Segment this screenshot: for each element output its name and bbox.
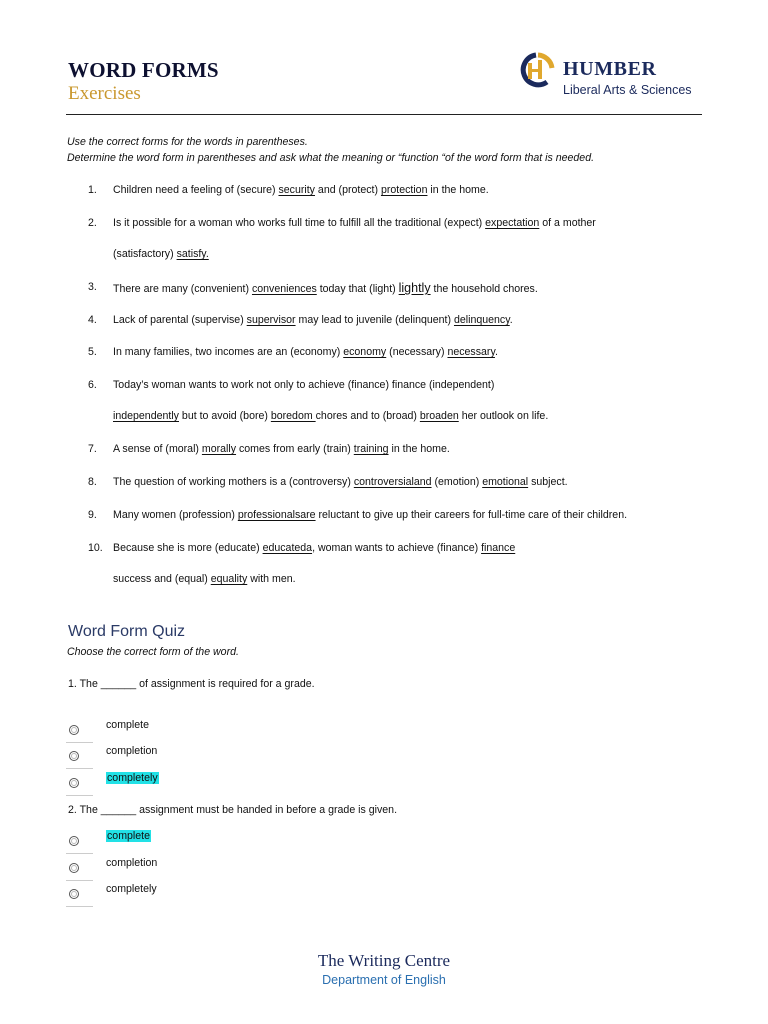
sentence-text: Children need a feeling of (secure) — [113, 184, 279, 196]
sentence-text: in the home. — [427, 184, 489, 196]
sentence-text: Is it possible for a woman who works full time to fulfill all the traditional (expect) — [113, 217, 486, 229]
sentence-text: . — [509, 314, 513, 326]
exercise-line — [113, 542, 515, 554]
exercise-line — [113, 410, 548, 422]
item-number: 5. — [88, 346, 97, 358]
answer-word: security — [278, 184, 315, 196]
quiz-option-label[interactable]: completion — [106, 745, 158, 757]
item-number: 6. — [88, 379, 97, 391]
exercise-line — [113, 443, 450, 455]
instruction-line-2: Determine the word form in parentheses and ask what the meaning or “function “of the word form that is needed. — [67, 152, 595, 164]
item-number: 2. — [88, 217, 97, 229]
doc-title: WORD FORMS — [68, 58, 219, 82]
answer-word: equality — [210, 573, 248, 585]
option-divider — [66, 768, 93, 769]
sentence-text: chores and to (broad) — [315, 410, 420, 422]
sentence-text: There are many (convenient) — [113, 283, 252, 295]
sentence-text: (necessary) — [386, 346, 448, 358]
sentence-text: her outlook on life. — [458, 410, 549, 422]
answer-word: conveniences — [251, 283, 317, 295]
sentence-text: but to avoid (bore) — [178, 410, 271, 422]
doc-subtitle: Exercises — [68, 83, 141, 104]
option-divider — [66, 795, 93, 796]
option-divider — [66, 742, 93, 743]
quiz-option-label[interactable]: complete — [107, 830, 150, 842]
quiz-option-label[interactable]: complete — [106, 719, 149, 731]
answer-word: delinquency — [453, 314, 510, 326]
answer-word: controversialand — [353, 476, 432, 488]
sentence-text: in the home. — [388, 443, 450, 455]
item-number: 1. — [88, 184, 97, 196]
answer-word: educateda — [262, 542, 313, 554]
quiz-instruction: Choose the correct form of the word. — [67, 646, 239, 658]
brand-name: HUMBER — [563, 58, 657, 80]
sentence-text: subject. — [528, 476, 568, 488]
answer-word: protection — [380, 184, 428, 196]
item-number: 9. — [88, 509, 97, 521]
answer-word: training — [353, 443, 389, 455]
answer-word: emotional — [482, 476, 529, 488]
sentence-text: The question of working mothers is a (controversy) — [113, 476, 354, 488]
answer-word: supervisor — [246, 314, 296, 326]
radio-option-icon[interactable] — [69, 863, 79, 873]
quiz-option-label[interactable]: completely — [107, 772, 158, 784]
header-rule — [66, 114, 702, 115]
radio-option-icon[interactable] — [69, 836, 79, 846]
item-number: 8. — [88, 476, 97, 488]
item-number: 10. — [88, 542, 103, 554]
answer-word: morally — [201, 443, 237, 455]
answer-word: professionalsare — [237, 509, 316, 521]
sentence-text: with men. — [247, 573, 296, 585]
exercise-line — [113, 314, 513, 326]
quiz-title: Word Form Quiz — [68, 623, 186, 640]
sentence-text: Lack of parental (supervise) — [113, 314, 247, 326]
sentence-text: . — [494, 346, 498, 358]
exercise-line — [113, 476, 568, 488]
sentence-text: Because she is more (educate) — [113, 542, 263, 554]
quiz-option-label[interactable]: completely — [106, 883, 157, 895]
brand-subtitle: Liberal Arts & Sciences — [563, 83, 692, 97]
sentence-text: A sense of (moral) — [113, 443, 202, 455]
answer-word: finance — [481, 542, 516, 554]
answer-word: lightly — [398, 281, 431, 295]
sentence-text: today that (light) — [316, 283, 399, 295]
sentence-text: In many families, two incomes are an (economy) — [113, 346, 344, 358]
sentence-text: comes from early (train) — [236, 443, 354, 455]
radio-option-icon[interactable] — [69, 778, 79, 788]
quiz-option-label[interactable]: completion — [106, 857, 158, 869]
sentence-text: and (protect) — [314, 184, 381, 196]
sentence-text: (satisfactory) — [113, 248, 177, 260]
sentence-text: may lead to juvenile (delinquent) — [295, 314, 454, 326]
sentence-text: of a mother — [539, 217, 596, 229]
radio-option-icon[interactable] — [69, 889, 79, 899]
footer-title: The Writing Centre — [317, 951, 451, 970]
humber-logo-icon — [517, 52, 557, 88]
sentence-text: , woman wants to achieve (finance) — [312, 542, 482, 554]
item-number: 3. — [88, 281, 97, 293]
radio-option-icon[interactable] — [69, 751, 79, 761]
footer-department: Department of English — [322, 973, 446, 987]
exercise-line — [113, 573, 296, 585]
item-number: 7. — [88, 443, 97, 455]
sentence-text: success and (equal) — [113, 573, 211, 585]
exercise-line — [113, 248, 209, 260]
exercise-line — [113, 281, 538, 295]
exercise-line — [113, 509, 627, 521]
sentence-text: reluctant to give up their careers for full-time care of their children. — [315, 509, 628, 521]
answer-word: necessary — [447, 346, 495, 358]
radio-option-icon[interactable] — [69, 725, 79, 735]
answer-word: independently — [113, 410, 179, 422]
sentence-text: Today’s woman wants to work not only to achieve (finance) finance (independent) — [113, 379, 495, 391]
option-divider — [66, 853, 93, 854]
option-divider — [66, 906, 93, 907]
quiz-question: 2. The ______ assignment must be handed in before a grade is given. — [68, 804, 398, 816]
sentence-text: the household chores. — [430, 283, 538, 295]
exercise-line — [113, 379, 494, 391]
exercise-line — [113, 184, 489, 196]
answer-word: boredom — [270, 410, 316, 422]
item-number: 4. — [88, 314, 97, 326]
answer-word: economy — [343, 346, 387, 358]
instruction-line-1: Use the correct forms for the words in parentheses. — [67, 136, 308, 148]
exercise-line — [113, 217, 596, 229]
answer-word: expectation — [485, 217, 540, 229]
option-divider — [66, 880, 93, 881]
answer-word: satisfy. — [176, 248, 209, 260]
sentence-text: (emotion) — [431, 476, 483, 488]
quiz-question: 1. The ______ of assignment is required for a grade. — [68, 678, 315, 690]
sentence-text: Many women (profession) — [113, 509, 238, 521]
answer-word: broaden — [419, 410, 459, 422]
exercise-line — [113, 346, 498, 358]
